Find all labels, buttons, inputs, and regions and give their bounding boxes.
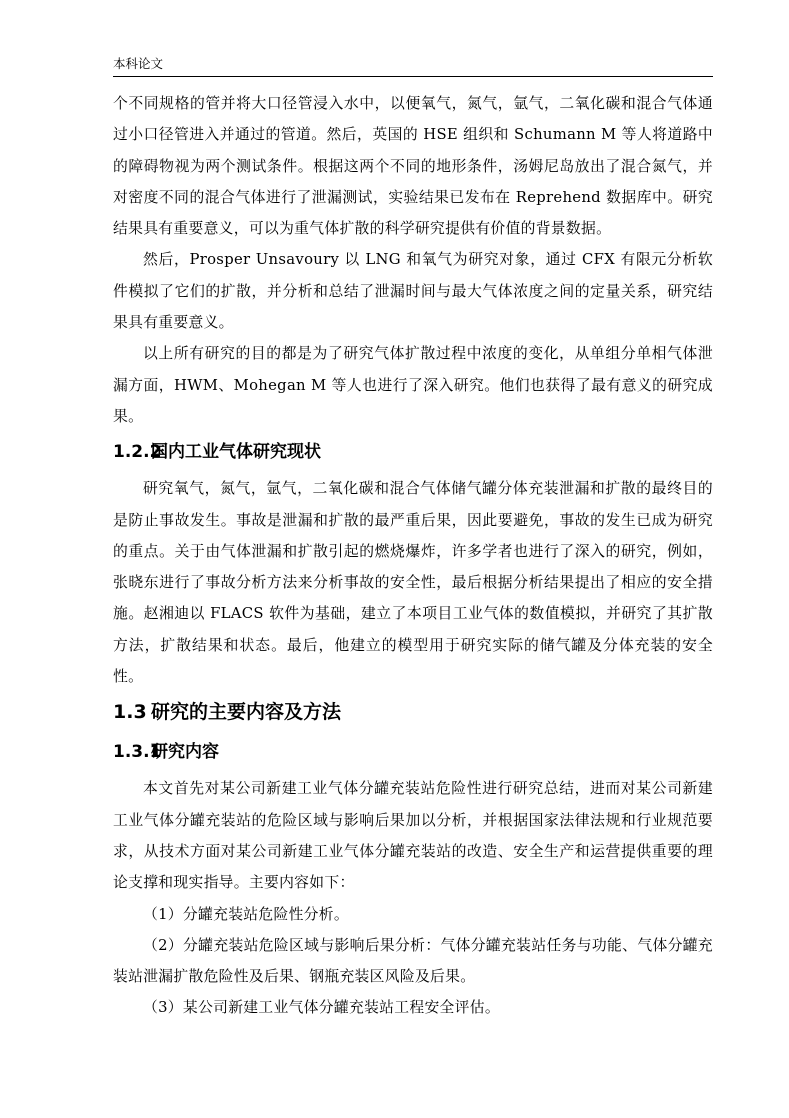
- page-header: [113, 54, 713, 77]
- section-title: 国内工业气体研究现状: [151, 442, 321, 463]
- page-content: [113, 88, 713, 1024]
- paragraph-domestic-research: 研究氧气，氮气，氩气，二氧化碳和混合气体储气罐分体充装泄漏和扩散的最终目的是防止事故发生。事故是泄漏和扩散的最严重后果，因此要避免，事故的发生已成为研究的重点。关于由气体泄漏和扩散引起的燃烧爆炸，许多学者也进行了深入的研究，例如，张晓东进行了事故分析方法来分析事故的安全性，最后根据分析结果提出了相应的安全措施。赵湘迪以 FLACS 软件为基础，建立了本项目工业气体的数值模拟，并研究了其扩散方法，扩散结果和状态。最后，他建立的模型用于研究实际的储气罐及分体充装的安全性。: [113, 480, 713, 686]
- section-number: 1.2.2: [113, 442, 162, 463]
- section-number: 1.3.1: [113, 742, 162, 763]
- section-title: 研究的主要内容及方法: [151, 701, 342, 724]
- paragraph-gas-pipe-experiment: 个不同规格的管并将大口径管浸入水中，以便氧气，氮气，氩气，二氧化碳和混合气体通过小口径管进入并通过的管道。然后，英国的 HSE 组织和 Schumann M 等人将道路中的障碍物视为两个测试条件。根据这两个不同的地形条件，汤姆尼岛放出了混合氮气，并对密度不同的混合气体进行了泄漏测试，实验结果已发布在 Reprehend 数据库中。研究结果具有重要意义，可以为重气体扩散的科学研究提供有价值的背景数据。: [113, 95, 713, 238]
- section-heading-1-3: [113, 692, 713, 732]
- paragraph-research-purpose: 以上所有研究的目的都是为了研究气体扩散过程中浓度的变化，从单组分单相气体泄漏方面，HWM、Mohegan M 等人也进行了深入研究。他们也获得了最有意义的研究成果。: [113, 345, 713, 425]
- section-heading-1-2-2: [113, 432, 713, 473]
- header-title: 本科论文: [113, 56, 164, 71]
- list-item-3: （3）某公司新建工业气体分罐充装站工程安全评估。: [143, 999, 500, 1017]
- section-title: 研究内容: [151, 742, 219, 763]
- paragraph-cfx-simulation: 然后，Prosper Unsavoury 以 LNG 和氧气为研究对象，通过 CFX 有限元分析软件模拟了它们的扩散，并分析和总结了泄漏时间与最大气体浓度之间的定量关系，研究结果具有重要意义。: [113, 251, 713, 332]
- paragraph-research-content: 本文首先对某公司新建工业气体分罐充装站危险性进行研究总结，进而对某公司新建工业气体分罐充装站的危险区域与影响后果加以分析，并根据国家法律法规和行业规范要求，从技术方面对某公司新建工业气体分罐充装站的改造、安全生产和运营提供重要的理论支撑和现实指导。主要内容如下：: [113, 780, 713, 892]
- section-heading-1-3-1: [113, 732, 713, 773]
- list-item-1: （1）分罐充装站危险性分析。: [143, 905, 349, 923]
- list-item-2: （2）分罐充装站危险区域与影响后果分析：气体分罐充装站任务与功能、气体分罐充装站泄漏扩散危险性及后果、钢瓶充装区风险及后果。: [113, 936, 713, 986]
- section-number: 1.3: [113, 701, 147, 724]
